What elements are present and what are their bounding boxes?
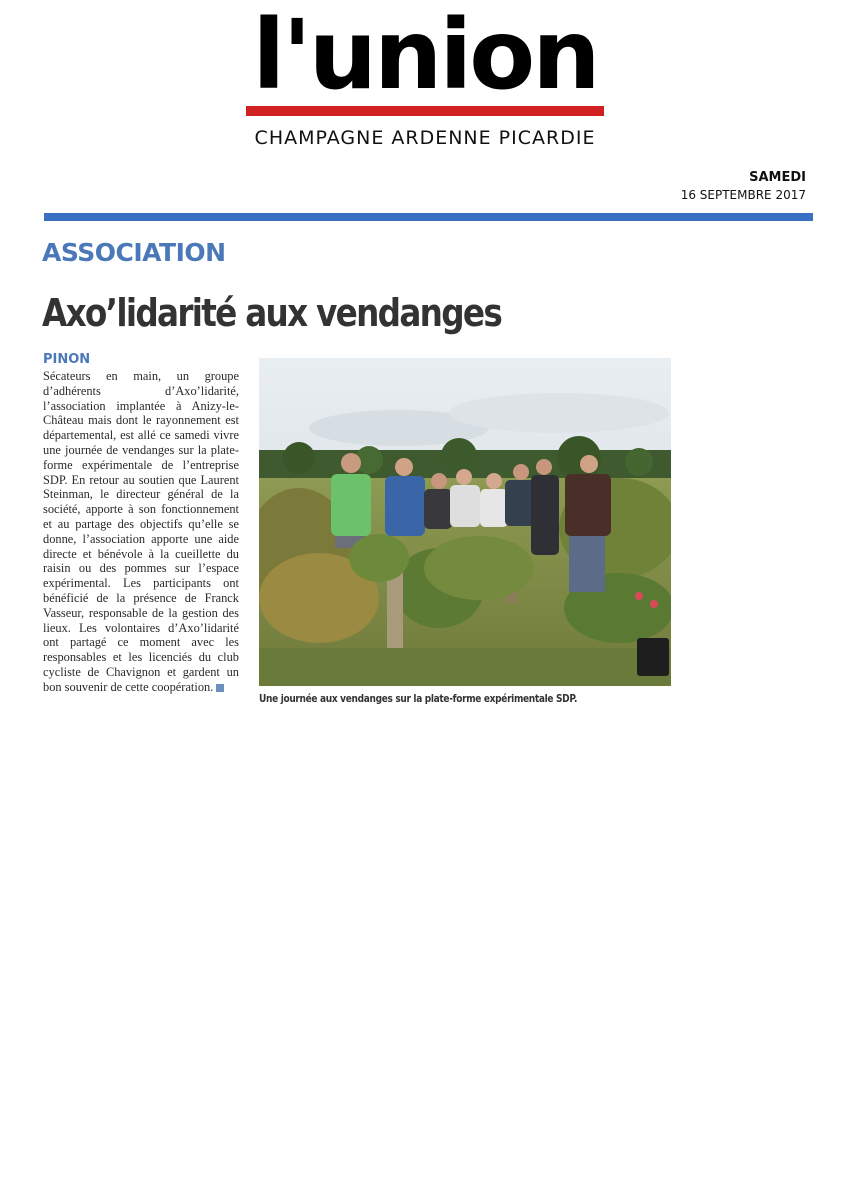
region-title: CHAMPAGNE ARDENNE PICARDIE bbox=[254, 127, 596, 149]
section-rubric: ASSOCIATION bbox=[42, 238, 226, 267]
issue-day: SAMEDI bbox=[749, 170, 806, 185]
logo-red-rule bbox=[246, 106, 604, 116]
article-headline: Axo’lidarité aux vendanges bbox=[42, 291, 502, 335]
article-body bbox=[43, 369, 239, 695]
article-body-text: Sécateurs en main, un groupe d’adhérents d’Axo’lidarité, l’association implantée à Anizy-le-Château mais dont le rayonnement est départemental, est allé ce samedi vivre une journée de vendanges sur la plate-forme expérimentale de l’entreprise SDP. En retour au soutien que Laurent Steinman, le directeur général de la société, apporte à son fonctionnement et au partage des objectifs qu’elle se donne, l’association apporte une aide directe et bénévole à la cueillette du raisin ou des pommes sur l’espace expérimental. Les participants ont bénéficié de la présence de Franck Vasseur, responsable de la gestion des lieux. Les volontaires d’Axo’lidarité ont partagé ce moment avec les responsables et les licenciés du club cycliste de Chavignon et gardent un bon souvenir de cette coopération. bbox=[43, 369, 239, 694]
issue-date: 16 SEPTEMBRE 2017 bbox=[680, 188, 806, 202]
vineyard-group-photo bbox=[259, 358, 671, 686]
end-of-article-mark bbox=[216, 684, 224, 692]
issue-date-block bbox=[681, 170, 806, 202]
newspaper-logo: l'union bbox=[252, 10, 598, 102]
header-divider bbox=[44, 213, 813, 221]
photo-caption: Une journée aux vendanges sur la plate-forme expérimentale SDP. bbox=[259, 692, 578, 705]
article-photo bbox=[259, 358, 671, 686]
masthead bbox=[244, 10, 606, 102]
article-dateline: PINON bbox=[43, 352, 91, 367]
